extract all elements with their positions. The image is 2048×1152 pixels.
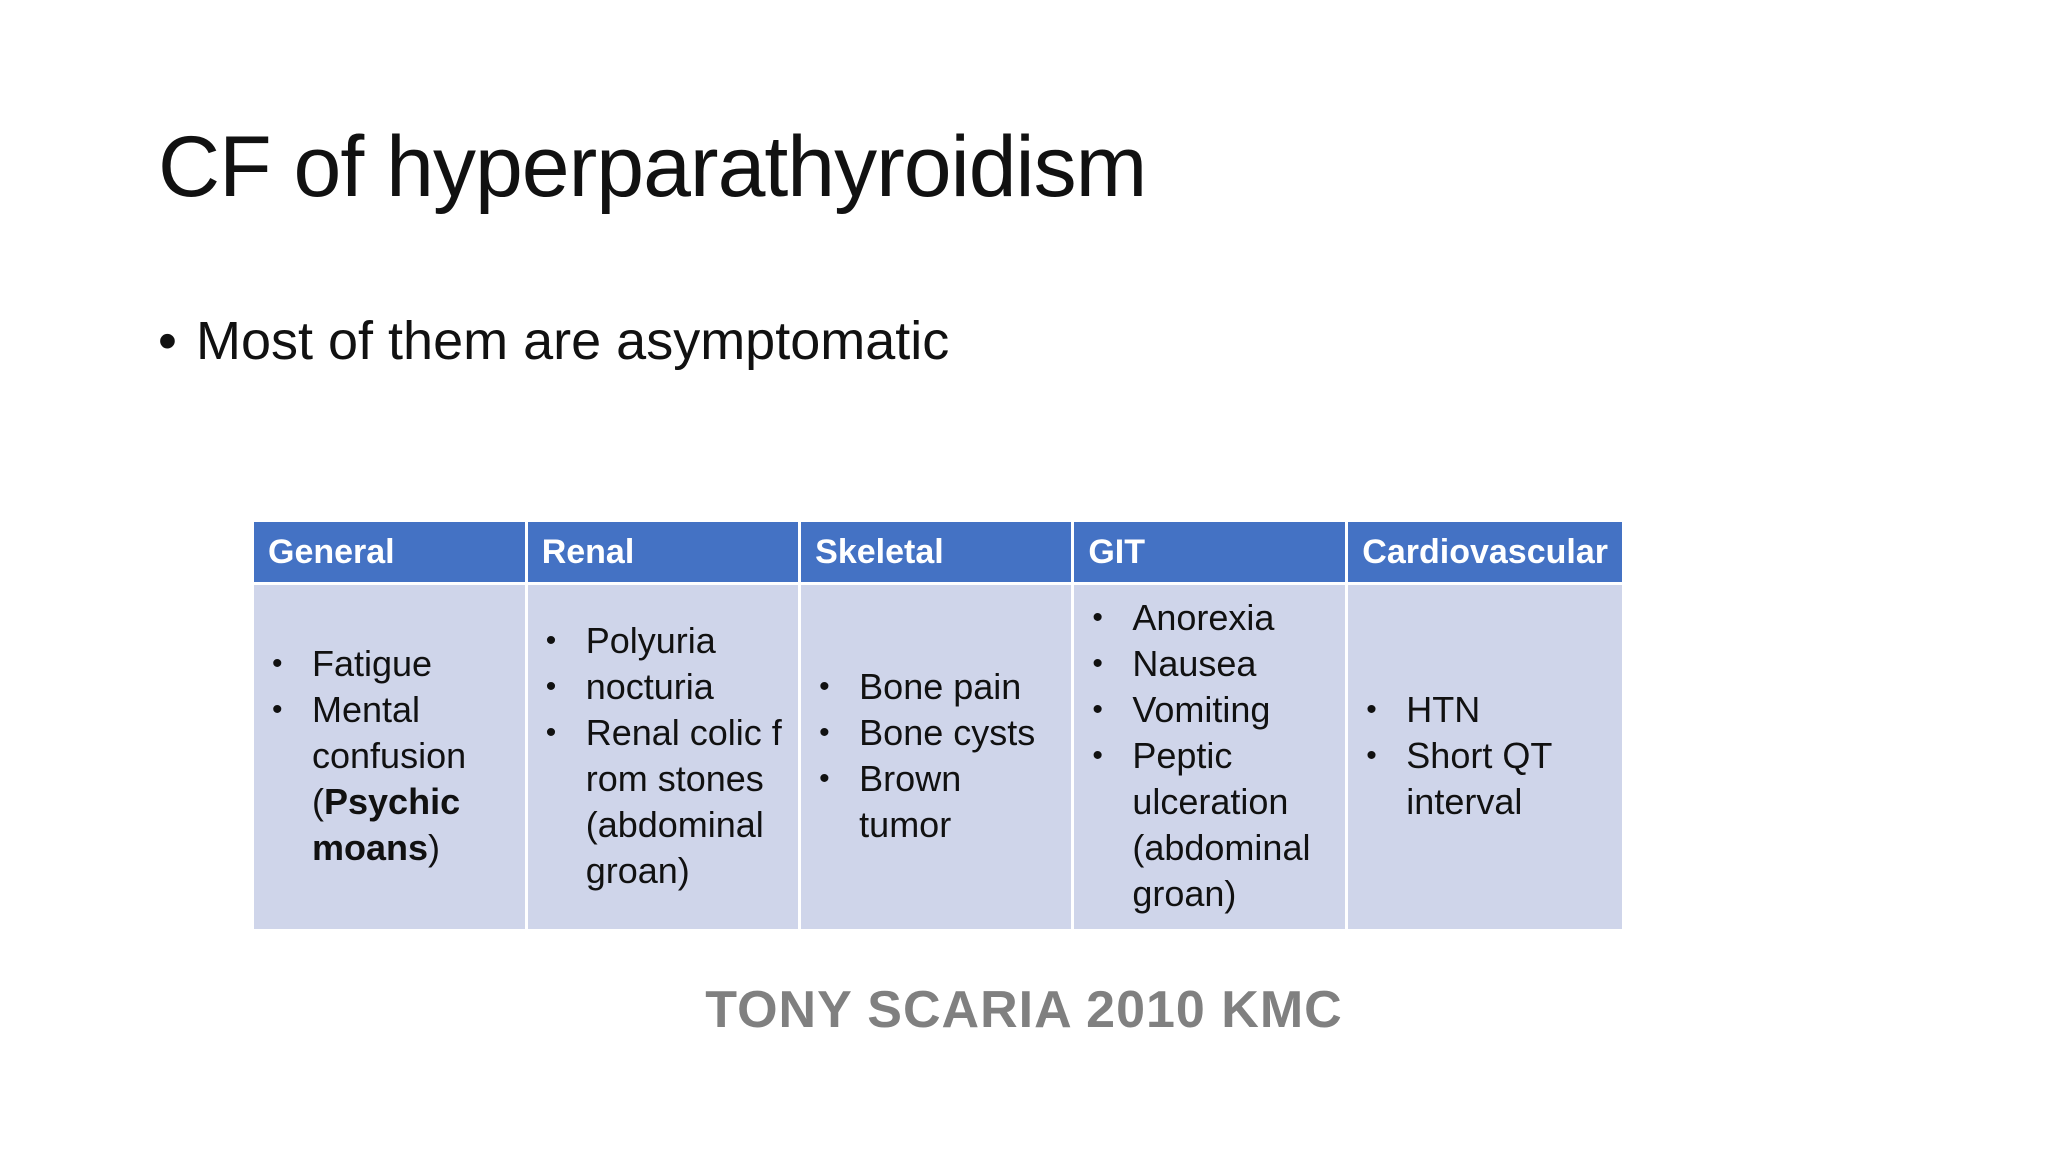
general-list	[264, 641, 515, 871]
list-item: • Polyuria	[538, 618, 788, 664]
header-cardiovascular: Cardiovascular	[1348, 522, 1622, 582]
list-item: • Vomiting	[1084, 687, 1335, 733]
list-item: • Fatigue	[264, 641, 515, 687]
footer-credit: TONY SCARIA 2010 KMC	[705, 981, 1343, 1039]
list-item: • Nausea	[1084, 641, 1335, 687]
cardiovascular-list	[1358, 687, 1612, 825]
git-list	[1084, 595, 1335, 917]
list-item: • Bone pain	[811, 664, 1061, 710]
clinical-features-table	[251, 519, 1625, 932]
table-row	[254, 585, 1622, 929]
list-item: • Peptic ulceration (abdominal groan)	[1084, 733, 1335, 917]
list-item-text: )	[428, 827, 441, 868]
list-item: • Anorexia	[1084, 595, 1335, 641]
cell-renal	[528, 585, 798, 929]
list-item: • HTN	[1358, 687, 1612, 733]
bullet-icon: •	[158, 311, 177, 371]
list-item: • Bone cysts	[811, 710, 1061, 756]
cell-general	[254, 585, 525, 929]
list-item-text: Mental confusion (	[312, 689, 467, 822]
list-item: • Renal colic from stones(abdominal groan)	[538, 710, 788, 894]
renal-list	[538, 618, 788, 894]
list-item-bold-text: Psychic moans	[312, 781, 461, 868]
header-general: General	[254, 522, 525, 582]
slide-title: CF of hyperparathyroidism	[158, 119, 1147, 215]
cell-git	[1074, 585, 1345, 929]
list-item	[264, 687, 515, 871]
header-git: GIT	[1074, 522, 1345, 582]
cell-cardiovascular	[1348, 585, 1622, 929]
header-renal: Renal	[528, 522, 798, 582]
bullet-text: Most of them are asymptomatic	[196, 311, 950, 371]
list-item: • nocturia	[538, 664, 788, 710]
bullet-point	[158, 310, 949, 372]
skeletal-list	[811, 664, 1061, 848]
cell-skeletal	[801, 585, 1071, 929]
list-item: • Short QT interval	[1358, 733, 1612, 825]
list-item: • Brown tumor	[811, 756, 1061, 848]
table-header-row	[254, 522, 1622, 582]
header-skeletal: Skeletal	[801, 522, 1071, 582]
